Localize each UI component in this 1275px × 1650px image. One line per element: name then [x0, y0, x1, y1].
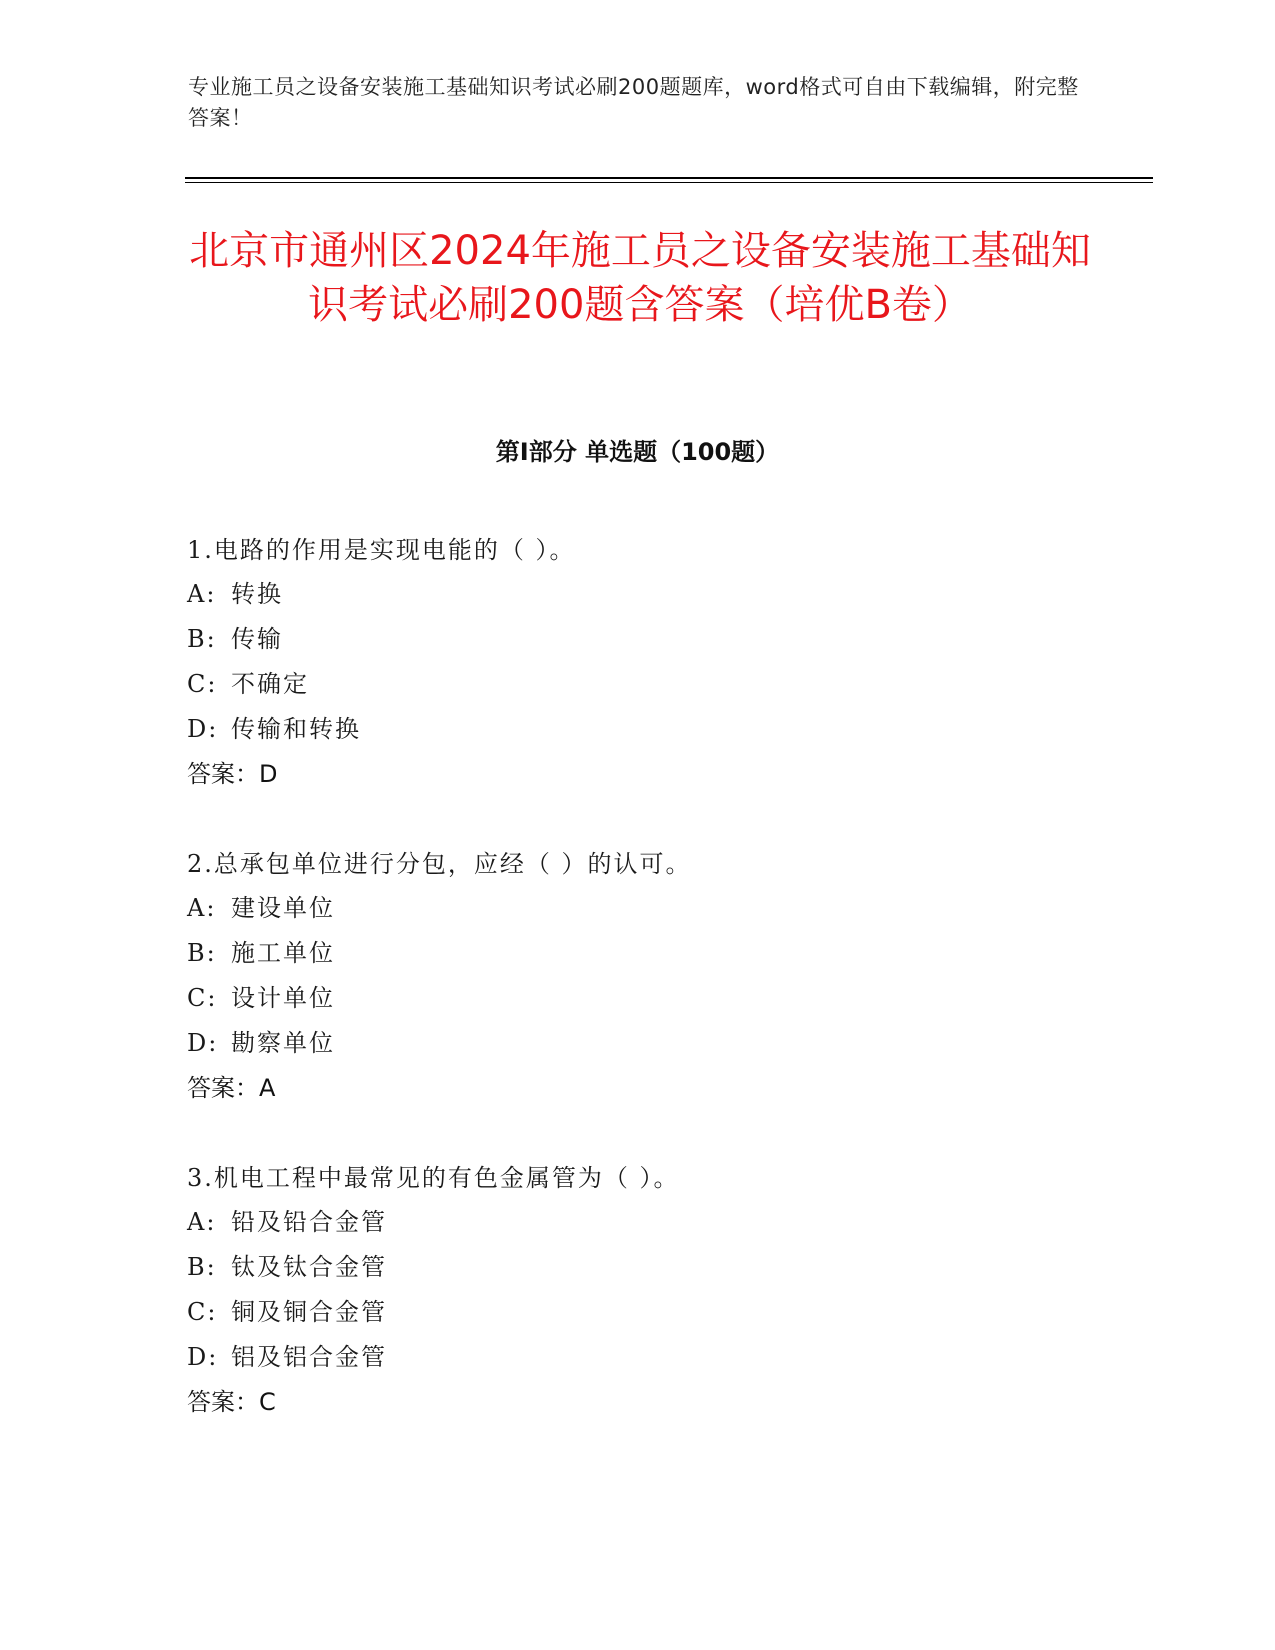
option-key: D: — [187, 1343, 219, 1371]
option-text: 铝及铝合金管 — [231, 1343, 387, 1371]
answer: 答案：D — [187, 760, 278, 788]
option-a — [187, 1200, 1087, 1245]
option-key: A: — [187, 894, 217, 922]
option-text: 铅及铅合金管 — [231, 1208, 387, 1236]
option-key: D: — [187, 1029, 219, 1057]
question-1 — [187, 528, 1087, 796]
option-key: B: — [187, 625, 217, 653]
option-c — [187, 976, 1087, 1021]
answer: 答案：C — [187, 1388, 276, 1416]
option-key: A: — [187, 1208, 217, 1236]
option-key: D: — [187, 715, 219, 743]
option-c — [187, 1290, 1087, 1335]
header-note: 专业施工员之设备安装施工基础知识考试必刷200题题库，word格式可自由下载编辑，附完整答案！ — [188, 75, 1079, 130]
option-text: 传输 — [231, 625, 283, 653]
option-text: 设计单位 — [231, 984, 335, 1012]
document-title: 北京市通州区2024年施工员之设备安装施工基础知识考试必刷200题含答案（培优B卷） — [189, 228, 1091, 328]
question-stem: 1.电路的作用是实现电能的（ ）。 — [187, 536, 576, 564]
option-d — [187, 1335, 1087, 1380]
question-2 — [187, 842, 1087, 1110]
option-key: C: — [187, 984, 218, 1012]
option-text: 勘察单位 — [231, 1029, 335, 1057]
answer: 答案：A — [187, 1074, 276, 1102]
option-key: C: — [187, 1298, 218, 1326]
option-text: 转换 — [231, 580, 283, 608]
header-divider-thick — [185, 177, 1153, 179]
section-title: 第Ⅰ部分 单选题（100题） — [495, 438, 780, 466]
option-text: 钛及钛合金管 — [231, 1253, 387, 1281]
option-b — [187, 931, 1087, 976]
option-d — [187, 707, 1087, 752]
option-a — [187, 572, 1087, 617]
question-stem: 3.机电工程中最常见的有色金属管为（ ）。 — [187, 1164, 680, 1192]
option-key: C: — [187, 670, 218, 698]
question-list — [187, 528, 1087, 1470]
option-b — [187, 617, 1087, 662]
option-c — [187, 662, 1087, 707]
question-stem: 2.总承包单位进行分包，应经（ ）的认可。 — [187, 850, 692, 878]
question-3 — [187, 1156, 1087, 1424]
option-b — [187, 1245, 1087, 1290]
option-text: 不确定 — [231, 670, 309, 698]
option-d — [187, 1021, 1087, 1066]
option-text: 铜及铜合金管 — [231, 1298, 387, 1326]
option-key: A: — [187, 580, 217, 608]
option-a — [187, 886, 1087, 931]
option-text: 建设单位 — [231, 894, 335, 922]
option-key: B: — [187, 1253, 217, 1281]
option-text: 施工单位 — [231, 939, 335, 967]
option-key: B: — [187, 939, 217, 967]
header-divider-thin — [185, 182, 1153, 183]
option-text: 传输和转换 — [231, 715, 361, 743]
